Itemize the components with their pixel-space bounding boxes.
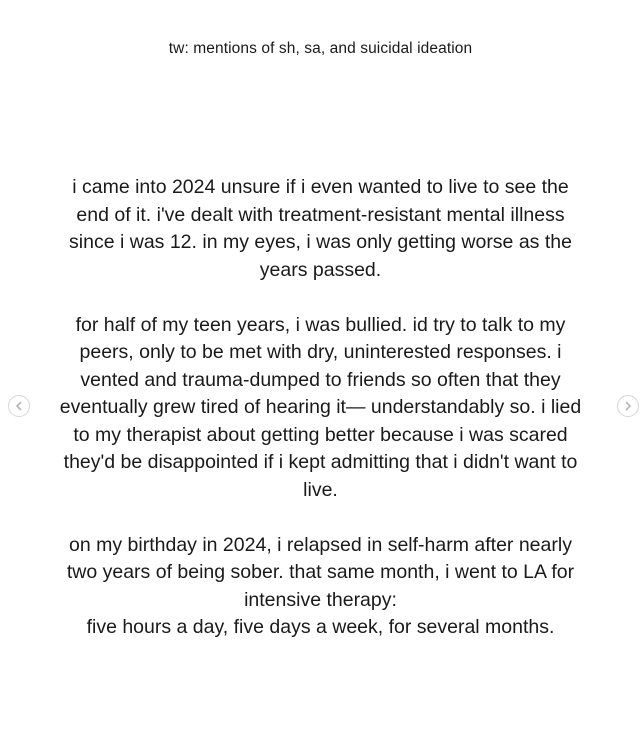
text-line: peers, only to be met with dry, uninterested responses. i	[79, 341, 562, 363]
text-line: since i was 12. in my eyes, i was only getting worse as the	[69, 231, 572, 253]
carousel-next-button[interactable]	[617, 395, 639, 417]
post-body	[20, 174, 621, 642]
text-line: years passed.	[259, 258, 382, 281]
text-line: i came into 2024 unsure if i even wanted to live to see the	[72, 176, 569, 198]
text-line: two years of being sober. that same month, i went to LA for	[66, 561, 575, 583]
chevron-left-icon	[14, 401, 24, 411]
text-line: vented and trauma-dumped to friends so often that they	[80, 368, 561, 391]
text-line: live.	[303, 478, 338, 501]
paragraph-1	[20, 174, 621, 284]
trigger-warning: tw: mentions of sh, sa, and suicidal ideation	[168, 40, 473, 57]
text-line: on my birthday in 2024, i relapsed in self-harm after nearly	[69, 533, 572, 556]
text-line: to my therapist about getting better because i was scared	[73, 423, 568, 446]
text-line: eventually grew tired of hearing it— understandably so. i lied	[59, 396, 582, 418]
text-line: intensive therapy:	[244, 588, 397, 611]
paragraph-2	[20, 312, 621, 505]
carousel-prev-button[interactable]	[8, 395, 30, 417]
text-line: five hours a day, five days a week, for several months.	[86, 616, 555, 638]
text-line: they'd be disappointed if i kept admitting that i didn't want to	[63, 451, 578, 473]
text-line: end of it. i've dealt with treatment-resistant mental illness	[76, 203, 565, 226]
chevron-right-icon	[623, 401, 633, 411]
paragraph-3	[20, 532, 621, 642]
text-line: for half of my teen years, i was bullied. id try to talk to my	[75, 313, 566, 336]
